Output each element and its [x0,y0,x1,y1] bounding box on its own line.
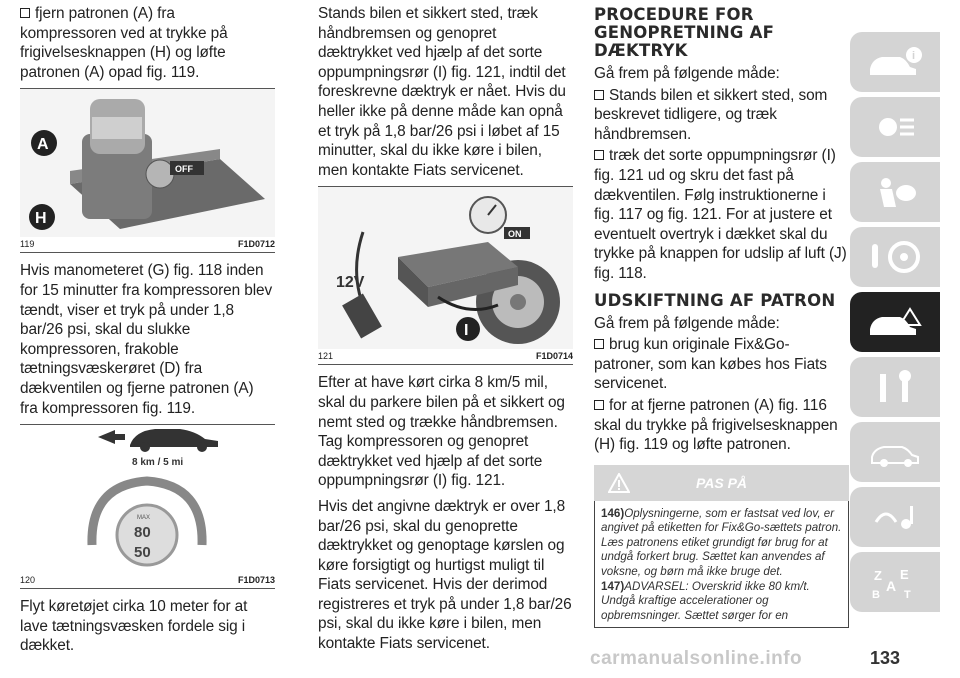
warning-triangle-icon [608,473,630,493]
figure-caption [20,237,275,252]
label-h: H [35,210,47,228]
column-2 [318,4,573,660]
tools-icon [866,370,924,404]
svg-text:B: B [872,589,880,599]
max-label: MAX [137,515,151,522]
paragraph: Stands bilen et sikkert sted, træk håndbremsen og genopret dæktrykket ved hjælp af det sorte oppumpningsrør (I) fig. 121, indtil det foreskrevne dæktryk er nået. Hvis du heller ikke på denne måde kan opnå et tryk på 1,8 bar/26 psi i løbet af 15 minutter, skal du ikke køre i bilen, men kontakte Fiats servicenet. [318,5,566,179]
off-label: OFF [175,164,193,175]
list-item: Stands bilen et sikkert sted, som beskrevet tidligere, og træk håndbremsen. [594,86,828,143]
section-heading: PROCEDURE FOR GENOPRETNING AF DÆKTRYK [594,5,775,60]
figure-number: 121 [318,351,334,362]
svg-text:Z: Z [874,568,882,583]
paragraph: Flyt køretøjet cirka 10 meter for at lave tætningsvæsken fordele sig i dækket. [20,598,248,655]
airbag-icon [866,175,924,209]
paragraph: Hvis det angivne dæktryk er over 1,8 bar/26 psi, skal du genoprette dæktrykket og genoptage kørslen og køre forsigtigt og hurtigst muligt til Fiats servicenet. Hvis der derimod registreres et tryk på under 1,8 bar/26 psi, skal du ikke køre i bilen, men kontakte Fiats servicenet. [318,497,572,653]
figure-number: 120 [20,575,36,586]
paragraph: fjern patronen (A) fra kompressoren ved at trykke på frigivelsesknappen (H) og løfte patronen (A) opad fig. 119. [20,5,228,81]
tab-safety[interactable] [850,162,940,222]
column-1 [20,4,275,662]
tab-lights[interactable] [850,97,940,157]
figure-code: F1D0712 [237,239,275,250]
speed-limit-illustration [20,425,275,573]
distance-label: 8 km / 5 mi [132,457,184,469]
voltage-label: 12V [336,274,365,292]
page-number: 133 [870,648,901,668]
steering-wheel-icon [866,240,924,274]
list-item: for at fjerne patronen (A) fig. 116 skal du trykke på frigivelsesknappen (H) fig. 119 og løfte patronen. [594,396,838,454]
paragraph: Gå frem på følgende måde: [594,314,780,332]
warning-box [594,501,849,629]
tab-technical[interactable] [850,422,940,482]
svg-text:A: A [886,578,897,594]
checkbox-bullet-icon [594,150,604,160]
tab-index[interactable] [850,552,940,612]
checkbox-bullet-icon [20,8,30,18]
tab-emergency[interactable] [850,292,940,352]
list-item: brug kun originale Fix&Go-patroner, som kan købes hos Fiats servicenet. [594,336,827,393]
figure-number: 119 [20,239,35,250]
on-label: ON [508,229,522,240]
figure-code: F1D0713 [237,575,275,586]
warning-title: PAS PÅ [695,474,748,491]
car-info-icon [866,45,924,79]
label-a: A [37,136,49,154]
figure-121 [318,186,573,365]
alphabet-index-icon [866,565,924,599]
speed-80-label: 80 [134,524,151,542]
column-3 [594,4,849,628]
tab-maintenance[interactable] [850,357,940,417]
figure-119 [20,88,275,253]
figure-caption [20,573,275,588]
paragraph: Gå frem på følgende måde: [594,65,780,82]
checkbox-bullet-icon [594,90,604,100]
checkbox-bullet-icon [594,339,604,349]
label-i: I [464,322,469,340]
warning-item: 147)ADVARSEL: Overskrid ikke 80 km/t. Undgå kraftige accelerationer og opbremsninger. Sættet sørger for en [601,579,810,622]
tab-dashboard[interactable] [850,32,940,92]
car-specs-icon [866,435,924,469]
warning-header [594,465,849,501]
svg-text:T: T [904,589,911,599]
figure-120 [20,424,275,589]
media-icon [866,500,924,534]
checkbox-bullet-icon [594,400,604,410]
lights-icon [866,110,924,144]
tab-driving[interactable] [850,227,940,287]
warning-item: 146)Oplysningerne, som er fastsat ved lov, er angivet på etiketten for Fix&Go-sættets patron. Læs patronens etiket grundigt før brug for at undgå forkert brug. Sættet kan anvendes af voksne, og børn må ikke bruge det. [601,506,842,579]
paragraph: Efter at have kørt cirka 8 km/5 mil, skal du parkere bilen på et sikkert og nemt sted og trække håndbremsen. Tag kompressoren og genopret dæktrykket ved hjælp af det sorte oppumpningsrør (I) fig. 121. [318,374,565,490]
figure-code: F1D0714 [535,351,573,362]
list-item: træk det sorte oppumpningsrør (I) fig. 121 ud og skru det fast på dækventilen. Følg instruktionerne i fig. 117 og fig. 121. For at justere et eventuelt overtryk i dækket skal du trykke på knappen for udslip af luft (J) fig. 118. [594,147,847,282]
svg-text:E: E [900,567,909,582]
compressor-cartridge-illustration [20,89,275,237]
chapter-tabs [850,32,940,617]
speed-50-label: 50 [134,544,151,562]
watermark: carmanualsonline.info [590,648,803,669]
paragraph: Hvis manometeret (G) fig. 118 inden for 15 minutter fra kompressoren blev tændt, viser et tryk på under 1,8 bar/26 psi, skal du slukke kompressoren, frakoble tætningsvæskerøret (D) fra dækventilen og fjerne patronen (A) fra kompressoren fig. 119. [20,262,273,417]
tab-multimedia[interactable] [850,487,940,547]
section-heading: UDSKIFTNING AF PATRON [594,290,836,310]
inflation-illustration [318,187,573,349]
figure-caption [318,349,573,364]
svg-text:i: i [912,50,916,62]
breakdown-icon [866,305,924,339]
